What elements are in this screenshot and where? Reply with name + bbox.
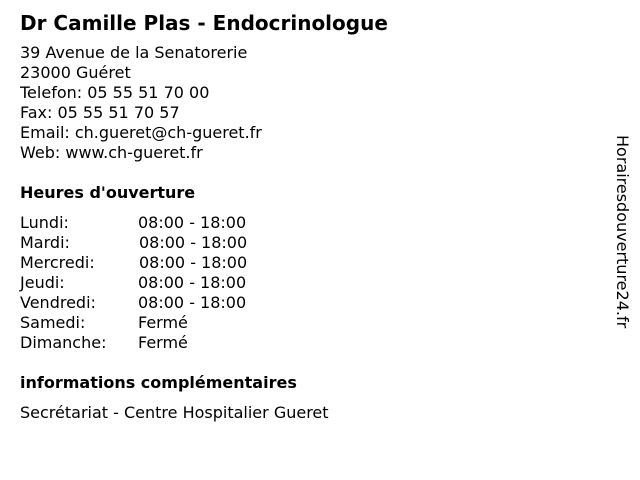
- hours-row-thursday: [20, 273, 247, 293]
- hours-table: [20, 213, 247, 353]
- day-label: Mercredi:: [20, 253, 95, 272]
- day-label: Samedi:: [20, 313, 86, 332]
- city-address: 23000 Guéret: [20, 63, 131, 82]
- phone-number: Telefon: 05 55 51 70 00: [20, 83, 210, 102]
- day-label: Mardi:: [20, 233, 70, 252]
- day-label: Lundi:: [20, 213, 69, 232]
- website: Web: www.ch-gueret.fr: [20, 143, 203, 162]
- fax-number: Fax: 05 55 51 70 57: [20, 103, 180, 122]
- street-address: 39 Avenue de la Senatorerie: [20, 43, 248, 62]
- hours-row-monday: [20, 213, 247, 233]
- day-label: Dimanche:: [20, 333, 107, 352]
- site-watermark: Horairesdouverture24.fr: [613, 135, 632, 329]
- email-address: Email: ch.gueret@ch-gueret.fr: [20, 123, 262, 142]
- hours-row-tuesday: [20, 233, 247, 253]
- contact-block: [20, 43, 262, 163]
- day-hours: 08:00 - 18:00: [139, 253, 248, 272]
- hours-row-friday: [20, 293, 247, 313]
- info-heading: informations complémentaires: [20, 373, 297, 392]
- day-hours: 08:00 - 18:00: [139, 233, 248, 252]
- day-hours: Fermé: [138, 313, 188, 332]
- day-hours: Fermé: [138, 333, 188, 352]
- day-hours: 08:00 - 18:00: [138, 293, 247, 312]
- page-title: Dr Camille Plas - Endocrinologue: [20, 11, 388, 35]
- day-label: Jeudi:: [20, 273, 65, 292]
- hours-row-sunday: [20, 333, 247, 353]
- hours-row-saturday: [20, 313, 247, 333]
- day-hours: 08:00 - 18:00: [138, 213, 247, 232]
- hours-row-wednesday: [20, 253, 247, 273]
- info-text: Secrétariat - Centre Hospitalier Gueret: [20, 403, 329, 422]
- hours-heading: Heures d'ouverture: [20, 183, 196, 202]
- day-hours: 08:00 - 18:00: [138, 273, 247, 292]
- day-label: Vendredi:: [20, 293, 96, 312]
